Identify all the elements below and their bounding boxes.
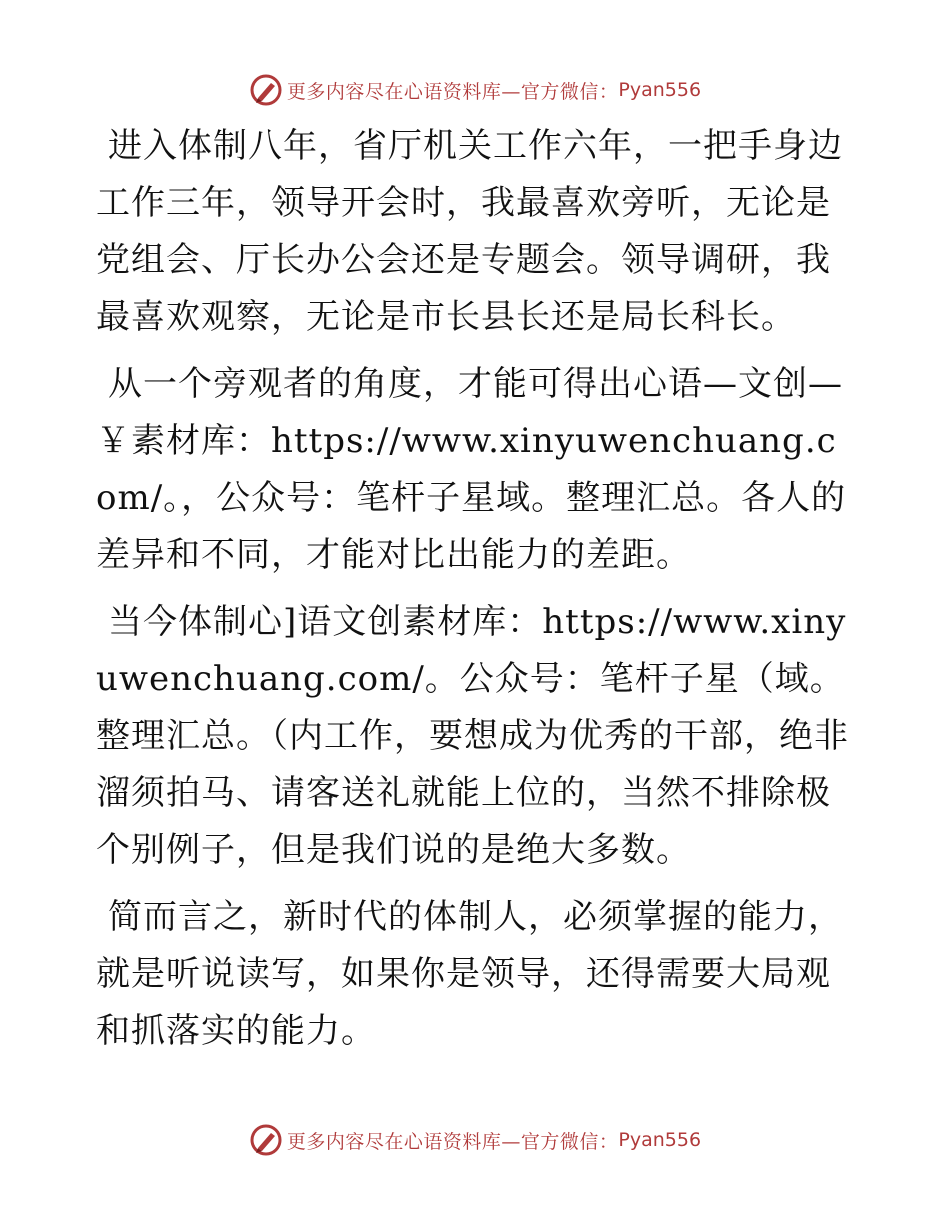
pen-logo-icon <box>249 1123 283 1157</box>
paragraph-1: 进入体制八年，省厅机关工作六年，一把手身边工作三年，领导开会时，我最喜欢旁听，无论是党组会、厅长办公会还是专题会。领导调研，我最喜欢观察，无论是市长县长还是局长科长。 <box>96 126 843 337</box>
header-watermark-banner <box>0 70 950 110</box>
banner-wechat-id: Pyan556 <box>618 79 702 101</box>
document-body <box>96 118 856 1070</box>
banner-text: 更多内容尽在心语资料库—官方微信： <box>286 80 619 103</box>
pen-logo-icon <box>249 73 283 107</box>
banner-wechat-id: Pyan556 <box>618 1129 702 1151</box>
paragraph-4: 简而言之，新时代的体制人，必须掌握的能力，就是听说读写，如果你是领导，还得需要大局观和抓落实的能力。 <box>96 897 843 1051</box>
paragraph-3: 当今体制心]语文创素材库：https://www.xinyuwenchuang.com/。公众号：笔杆子星（域。整理汇总。（内工作，要想成为优秀的干部，绝非溜须拍马、请客送礼就能上位的，当然不排除极个别例子，但是我们说的是绝大多数。 <box>96 602 849 870</box>
banner-text: 更多内容尽在心语资料库—官方微信： <box>286 1130 619 1153</box>
footer-watermark-banner <box>0 1120 950 1160</box>
paragraph-2: 从一个旁观者的角度，才能可得出心语—文创—￥素材库：https://www.xinyuwenchuang.com/。，公众号：笔杆子星域。整理汇总。各人的差异和不同，才能对比出能力的差距。 <box>96 364 847 575</box>
